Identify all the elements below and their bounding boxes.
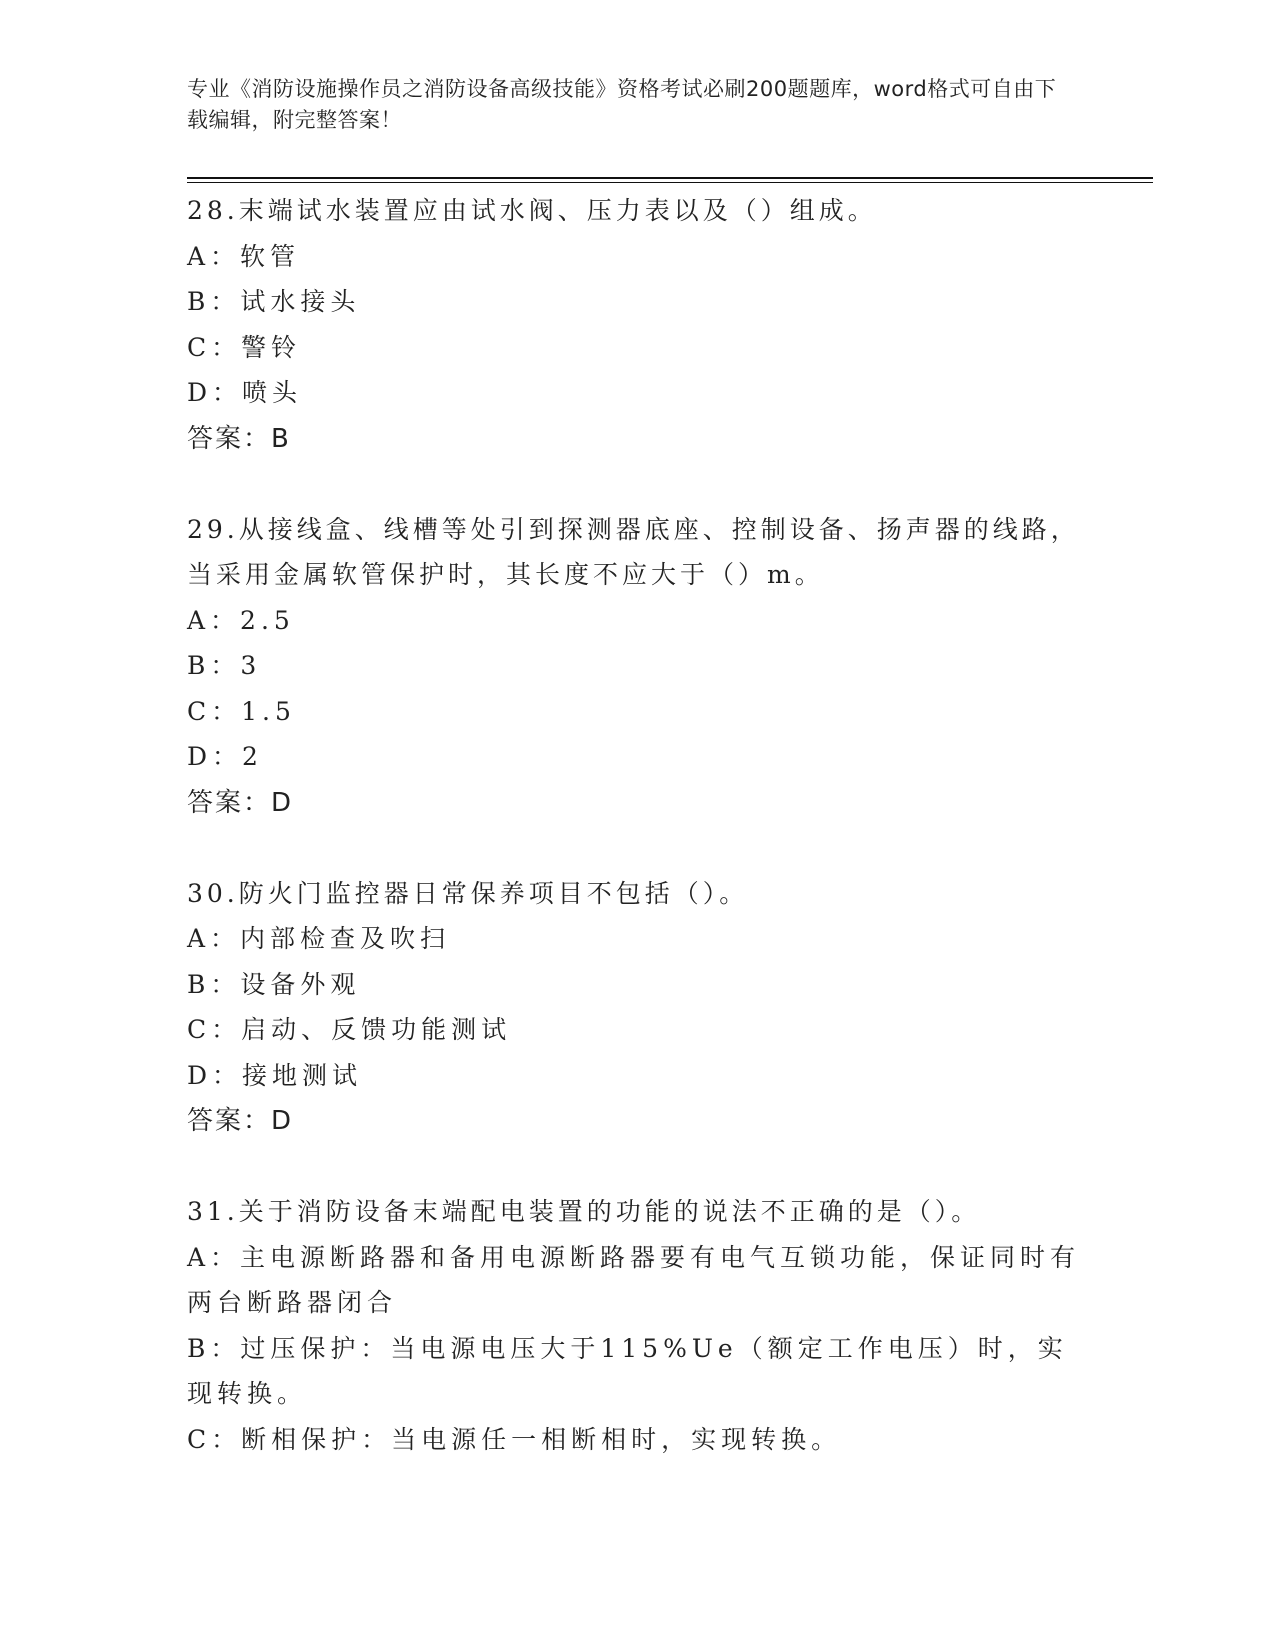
question-30 <box>187 871 1087 1145</box>
option-c: C：警铃 <box>187 332 302 362</box>
document-header <box>187 74 1067 136</box>
option-d: D：2 <box>187 742 263 771</box>
question-31 <box>187 1189 1087 1462</box>
question-stem: 29.从接线盒、线槽等处引到探测器底座、控制设备、扬声器的线路，当采用金属软管保护时，其长度不应大于（）m。 <box>187 514 1080 589</box>
header-divider-thick <box>187 177 1153 179</box>
option-d: D：喷头 <box>187 378 303 407</box>
option-b: B：过压保护：当电源电压大于115%Ue（额定工作电压）时，实现转换。 <box>187 1333 1068 1408</box>
question-list <box>187 188 1087 1507</box>
option-b: B：设备外观 <box>187 969 361 999</box>
question-stem: 30.防火门监控器日常保养项目不包括（）。 <box>187 878 749 908</box>
option-d: D：接地测试 <box>187 1060 363 1090</box>
option-b: B：试水接头 <box>187 287 361 316</box>
header-divider-thin <box>187 182 1153 183</box>
option-a: A：软管 <box>187 241 301 271</box>
option-a: A：内部检查及吹扫 <box>187 924 451 953</box>
answer-label: 答案：D <box>187 787 294 818</box>
question-stem: 31.关于消防设备末端配电装置的功能的说法不正确的是（）。 <box>187 1197 981 1226</box>
option-b: B：3 <box>187 651 262 680</box>
question-stem: 28.末端试水装置应由试水阀、压力表以及（）组成。 <box>187 196 877 225</box>
option-c: C：启动、反馈功能测试 <box>187 1015 512 1044</box>
option-c: C：1.5 <box>187 696 296 726</box>
option-c: C：断相保护：当电源任一相断相时，实现转换。 <box>187 1424 842 1454</box>
answer-label: 答案：D <box>187 1106 294 1136</box>
option-a: A：2.5 <box>187 605 295 635</box>
header-intro-text: 专业《消防设施操作员之消防设备高级技能》资格考试必刷200题题库，word格式可自由下载编辑，附完整答案！ <box>187 77 1057 132</box>
option-a: A：主电源断路器和备用电源断路器要有电气互锁功能，保证同时有两台断路器闭合 <box>187 1242 1081 1317</box>
question-28 <box>187 188 1087 462</box>
answer-label: 答案：B <box>187 423 291 454</box>
question-29 <box>187 507 1087 826</box>
